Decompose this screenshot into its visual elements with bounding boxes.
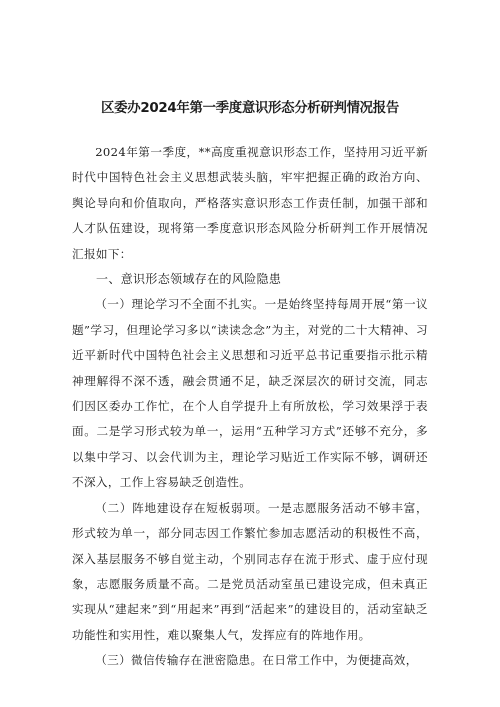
paragraph-wechat-risk: （三）微信传输存在泄密隐患。在日常工作中，为便捷高效， (95, 653, 418, 668)
document-body (72, 140, 428, 674)
paragraph-theory-study: （一）理论学习不全面不扎实。一是始终坚持每周开展“第一议题”学习，但理论学习多以“读读念念”为主，对党的二十大精神、习近平新时代中国特色社会主义思想和习近平总书记重要指示批示精神理解得不深不透，融会贯通不足，缺乏深层次的研讨交流，同志们因区委办工作忙，在个人自学提升上有所放松，学习效果浮于表面。二是学习形式较为单一，运用“五种学习方式”还够不充分，多以集中学习、以会代训为主，理论学习贴近工作实际不够，调研还不深入，工作上容易缺乏创造性。 (72, 297, 428, 490)
document-title: 区委办2024年第一季度意识形态分析研判情况报告 (101, 101, 399, 116)
paragraph-position-building: （二）阵地建设存在短板弱项。一是志愿服务活动不够丰富，形式较为单一，部分同志因工作繁忙参加志愿活动的积极性不高，深入基层服务不够自觉主动，个别同志存在流于形式、虚于应付现象，志愿服务质量不高。二是党员活动室虽已建设完成，但未真正实现从“建起来”到“用起来”再到“活起来”的建设目的，活动室缺乏功能性和实用性，难以聚集人气，发挥应有的阵地作用。 (72, 500, 428, 642)
intro-paragraph: 2024年第一季度，**高度重视意识形态工作，坚持用习近平新时代中国特色社会主义思想武装头脑，牢牢把握正确的政治方向、舆论导向和价值取向，严格落实意识形态工作责任制，加强干部和人才队伍建设，现将第一季度意识形态风险分析研判工作开展情况汇报如下： (72, 145, 428, 261)
section-heading: 一、意识形态领域存在的风险隐患 (96, 272, 282, 287)
